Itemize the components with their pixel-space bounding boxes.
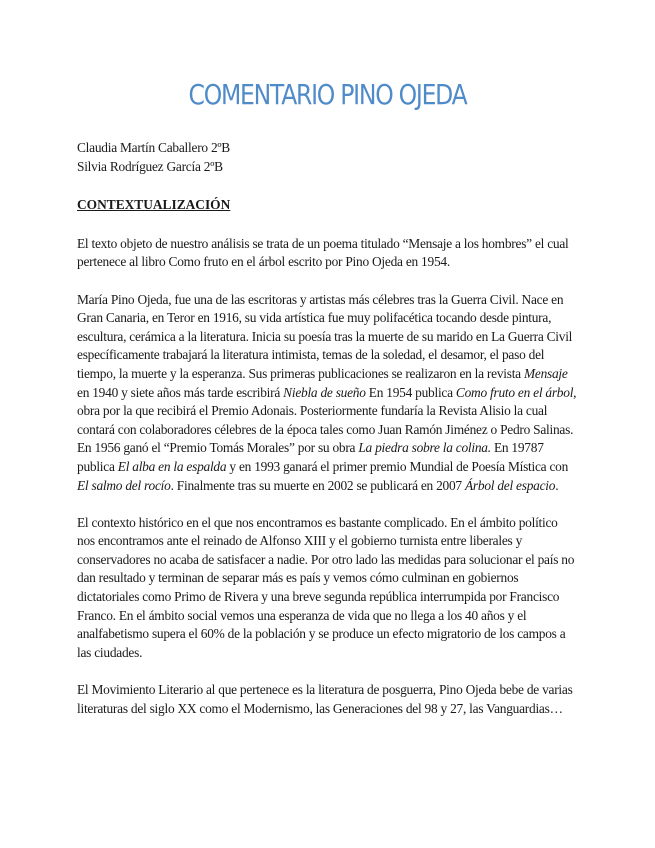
document-title: COMENTARIO PINO OJEDA [188,78,467,111]
section-heading: CONTEXTUALIZACIÓN [77,197,231,213]
document-body [77,139,577,718]
text-run: En 19787 publica [77,440,544,474]
paragraph-literary-movement: El Movimiento Literario al que pertenece es la literatura de posguerra, Pino Ojeda bebe de varias literaturas del siglo XX como el Modernismo, las Generaciones del 98 y 27, las Vanguardias… [77,682,573,716]
authors-block [77,139,577,176]
work-title: Niebla de sueño [283,384,366,400]
text-run: , obra por la que recibirá el Premio Adonais. Posteriormente fundaría la Revista Alisio la cual contará con colaboradores célebres de la época tales como Juan Ramón Jiménez o Pedro Salinas. En 1956 ganó el “Premio Tomás Morales” por su obra [77,384,577,456]
paragraph-intro: El texto objeto de nuestro análisis se trata de un poema titulado “Mensaje a los hombres” el cual pertenece al libro Como fruto en el árbol escrito por Pino Ojeda en 1954. [77,235,569,270]
author-line: Claudia Martín Caballero 2ºB [77,140,230,155]
text-run: y en 1993 ganará el primer premio Mundial de Poesía Mística con [226,458,569,474]
paragraph-biography [77,291,577,496]
text-run: en 1940 y siete años más tarde escribirá [77,384,284,400]
work-title: Mensaje [523,365,568,381]
work-title: El salmo del rocío [77,477,171,493]
work-title: Árbol del espacio [464,477,556,493]
work-title: La piedra sobre la colina. [358,440,491,456]
text-run: En 1954 publica [365,384,456,400]
work-title: Como fruto en el árbol [455,384,574,400]
author-line: Silvia Rodríguez García 2ºB [77,158,223,174]
text-run: . Finalmente tras su muerte en 2002 se publicará en 2007 [170,477,465,493]
text-run: . [555,477,559,493]
text-run: María Pino Ojeda, fue una de las escritoras y artistas más célebres tras la Guerra Civil. Nace en Gran Canaria, en Teror en 1916, su vida artística fue muy polifacética tocando desde pintura, escultura, cerámica a la literatura. Inicia su poesía tras la muerte de su marido en La Guerra Civil específicamente trabajará la literatura intimista, temas de la soledad, el desamor, el paso del tiempo, la muerte y la esperanza. Sus primeras publicaciones se realizaron en la revista [77,291,573,381]
paragraph-historical-context: El contexto histórico en el que nos encontramos es bastante complicado. En el ámbito político nos encontramos ante el reinado de Alfonso XIII y el gobierno turnista entre liberales y conservadores no acaba de satisfacer a nadie. Por otro lado las medidas para solucionar el país no dan resultado y terminan de separar más es país y vemos cómo culminan en gobiernos dictatoriales como Primo de Rivera y una breve segunda república interrumpida por Francisco Franco. En el ámbito social vemos una esperanza de vida que no llega a los 40 años y el analfabetismo supera el 60% de la población y se produce un efecto migratorio de los campos a las ciudades. [77,514,575,660]
work-title: El alba en la espalda [117,458,227,474]
